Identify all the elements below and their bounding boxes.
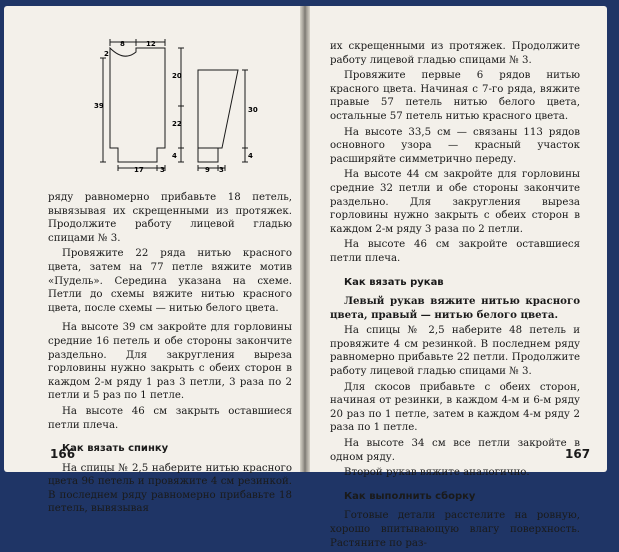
paragraph: Для скосов прибавьте с обеих сторон, начиная от резинки, в каждом 4-м и 6-м ряду 20 раз по 1 петле, затем в каждом 4-м ряду 2 раза по 1 петле. bbox=[330, 381, 580, 434]
left-page-text bbox=[48, 191, 292, 518]
paragraph: На высоте 39 см закройте для горловины средние 16 петель и обе стороны закончите раздельно. Для закругления выреза горловины нужно закрыть с обеих сторон в каждом 2-м ряду 1 раз 3 петли, 3 раза по 2 петли и 5 раз по 1 петле. bbox=[48, 322, 292, 402]
paragraph: Провяжите первые 6 рядов нитью красного цвета. Начиная с 7-го ряда, вяжите правые 57 петель нитью белого цвета, остальные 57 петель нитью красного цвета. bbox=[330, 70, 580, 122]
label-top-b: 12 bbox=[146, 40, 156, 48]
label-sleeve-base-b: 3 bbox=[219, 166, 224, 174]
paragraph: На высоте 46 см закрыть оставшиеся петли плеча. bbox=[48, 405, 292, 431]
label-body-right: 22 bbox=[172, 120, 182, 128]
right-page-text bbox=[330, 40, 580, 552]
label-sleeve-base-a: 9 bbox=[205, 166, 210, 174]
paragraph: На спицы № 2,5 наберите 48 петель и провяжите 4 см резинкой. В последнем ряду равномерно прибавьте 22 петли. Продолжите работу лицевой гладью спицами № 3. bbox=[330, 325, 580, 378]
paragraph: На высоте 44 см закройте для горловины средние 32 петли и обе стороны закончите раздельно. Для закругления выреза горловины нужно закрыть с обеих сторон в каждом 2-м ряду 3 раза по 2 петли. bbox=[330, 169, 580, 235]
paragraph: Готовые детали расстелите на ровную, хорошо впитывающую влагу поверхность. Растяните по раз- bbox=[330, 510, 580, 549]
paragraph: На высоте 34 см все петли закройте в одном ряду. bbox=[330, 438, 580, 463]
label-sleeve-right: 30 bbox=[248, 106, 258, 114]
book-gutter bbox=[300, 6, 310, 472]
label-base: 17 bbox=[134, 166, 144, 174]
paragraph: Второй рукав вяжите аналогично. bbox=[344, 467, 530, 479]
paragraph: На высоте 46 см закройте оставшиеся петли плеча. bbox=[330, 239, 580, 264]
label-base-small: 3 bbox=[160, 166, 165, 174]
section-heading: Как вязать спинку bbox=[62, 443, 169, 455]
paragraph: Провяжите 22 ряда нитью красного цвета, затем на 77 петле вяжите мотив «Пудель». Середина указана на схеме. Петли до схемы вяжите нитью красного цвета, после схемы — нитью белого цвета. bbox=[48, 248, 292, 314]
label-armhole: 20 bbox=[172, 72, 182, 80]
section-heading: Как вязать рукав bbox=[344, 276, 444, 288]
paragraph-bold-lead: Левый рукав вяжите нитью красного цвета, правый — нитью белого цвета. bbox=[330, 295, 580, 321]
label-cuff: 4 bbox=[172, 152, 177, 160]
section-heading: Как выполнить сборку bbox=[344, 490, 476, 502]
paragraph: На высоте 33,5 см — связаны 113 рядов основного узора — красный участок расширяйте симметрично переду. bbox=[330, 126, 580, 165]
page-number: 167 bbox=[565, 447, 591, 461]
paragraph: На спицы № 2,5 наберите нитью красного цвета 96 петель и провяжите 4 см резинкой. В последнем ряду равномерно прибавьте 18 петель, вывязывая bbox=[48, 462, 292, 515]
label-neck: 2 bbox=[104, 50, 109, 58]
paragraph: их скрещенными из протяжек. Продолжите работу лицевой гладью спицами № 3. bbox=[330, 41, 580, 66]
page-number: 166 bbox=[50, 447, 76, 461]
label-body-left: 39 bbox=[94, 102, 104, 110]
label-top-a: 8 bbox=[120, 40, 125, 48]
paragraph: ряду равномерно прибавьте 18 петель, вывязывая их скрещенными из протяжек. Продолжите работу лицевой гладью спицами № 3. bbox=[48, 192, 292, 244]
label-sleeve-cuff: 4 bbox=[248, 152, 253, 160]
